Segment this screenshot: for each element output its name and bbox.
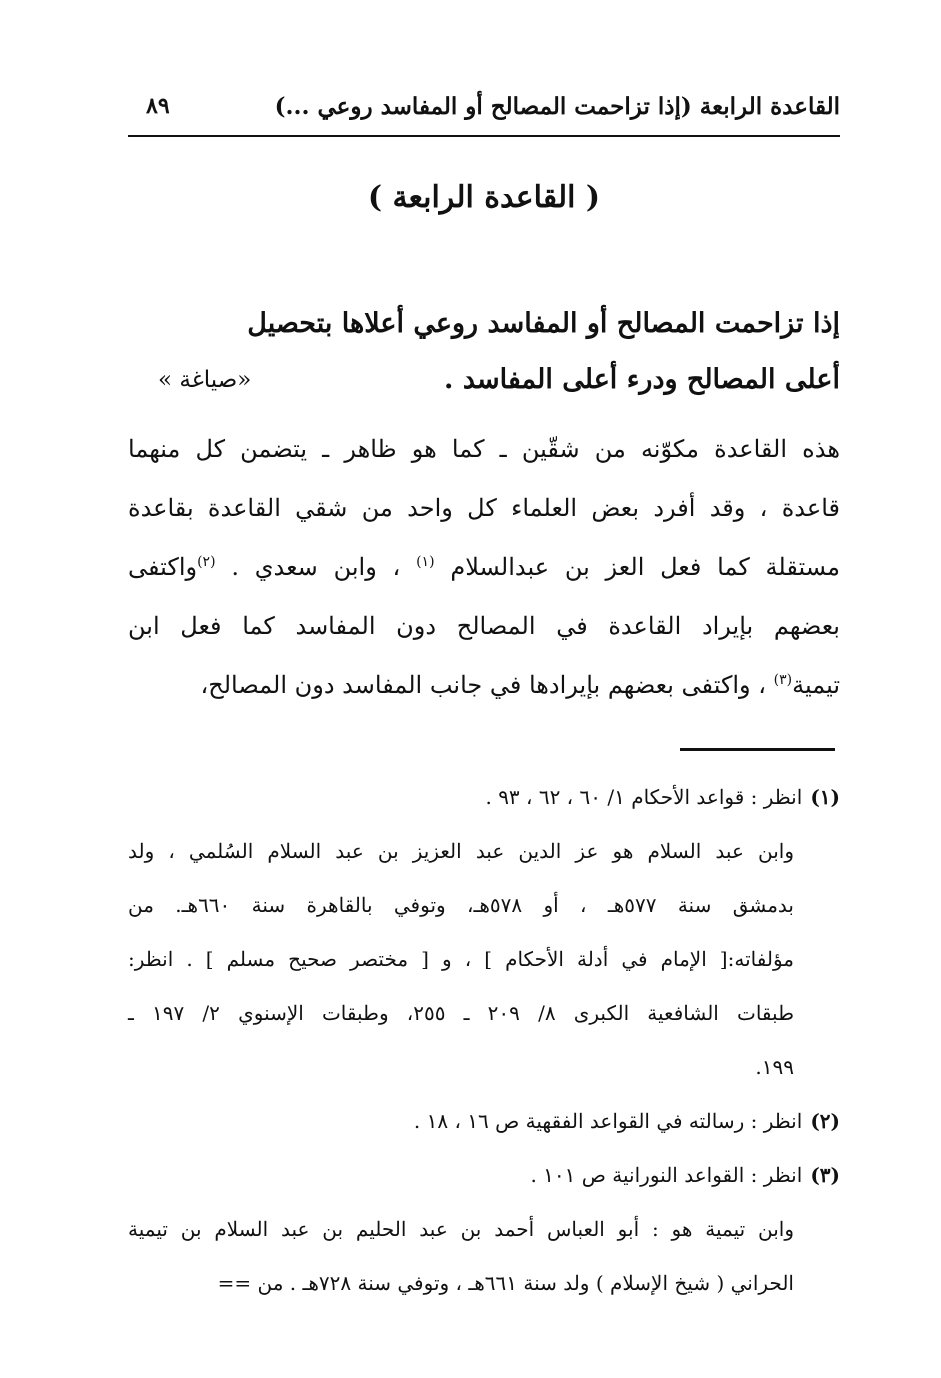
- footnote-citation: انظر : القواعد النورانية ص ١٠١ .: [530, 1163, 803, 1187]
- body-paragraph: [128, 420, 840, 715]
- footnote-line: طبقات الشافعية الكبرى ٨/ ٢٠٩ ـ ٢٥٥، وطبقات الإسنوي ٢/ ١٩٧ ـ: [128, 1001, 795, 1025]
- paragraph-text: ، وابن سعدي .: [215, 553, 417, 581]
- paragraph-line: قاعدة ، وقد أفرد بعض العلماء كل واحد من شقي القاعدة بقاعدة: [128, 494, 840, 522]
- footnote-number: (٢): [810, 1109, 840, 1133]
- footnote-line: الحراني ( شيخ الإسلام ) ولد سنة ٦٦١هـ ، وتوفي سنة ٧٢٨هـ . من ==: [217, 1271, 794, 1295]
- footnote-line: وابن عبد السلام هو عز الدين عبد العزيز بن عبد السلام السُلمي ، ولد: [128, 839, 794, 863]
- paragraph-text: مستقلة كما فعل العز بن عبدالسلام: [450, 553, 840, 581]
- rule-statement-line: إذا تزاحمت المصالح أو المفاسد روعي أعلاها بتحصيل: [247, 308, 840, 339]
- footnotes: [128, 770, 840, 1310]
- running-header-title: القاعدة الرابعة (إذا تزاحمت المصالح أو المفاسد روعي ...): [274, 92, 840, 120]
- rule-statement-text: أعلى المصالح ودرء أعلى المفاسد .: [444, 364, 840, 395]
- paragraph-text: واكتفى: [128, 553, 198, 581]
- footnote-line: بدمشق سنة ٥٧٧هـ ، أو ٥٧٨هـ، وتوفي بالقاهرة سنة ٦٦٠هـ. من: [128, 893, 794, 917]
- paragraph-line: [128, 656, 840, 715]
- paragraph-line: [128, 538, 840, 597]
- rule-statement: [128, 296, 840, 408]
- footnote-ref-1[interactable]: (١): [416, 554, 435, 570]
- footnote-separator: [680, 748, 835, 751]
- rule-statement-line: [128, 352, 840, 408]
- footnote-ref-2[interactable]: (٢): [197, 554, 216, 570]
- page-number: ٨٩: [146, 93, 170, 119]
- footnote-head: [128, 770, 840, 824]
- chapter-title: ( القاعدة الرابعة ): [367, 180, 601, 215]
- paragraph-line: بعضهم بإيراد القاعدة في المصالح دون المفاسد كما فعل ابن: [128, 612, 840, 640]
- footnote-ref-3[interactable]: (٣): [773, 672, 793, 688]
- header-divider: [128, 135, 840, 137]
- footnote-line: وابن تيمية هو : أبو العباس أحمد بن عبد الحليم بن عبد السلام بن تيمية: [128, 1217, 795, 1241]
- formulation-label: «صياغة »: [158, 367, 252, 393]
- running-header: [128, 84, 840, 128]
- footnote-3: [128, 1148, 840, 1310]
- paragraph-text: ، واكتفى بعضهم بإيرادها في جانب المفاسد دون المصالح،: [200, 671, 774, 699]
- paragraph-line: هذه القاعدة مكوّنه من شقّين ـ كما هو ظاهر ـ يتضمن كل منهما: [128, 435, 840, 463]
- footnote-2: [128, 1094, 840, 1148]
- footnote-body: [128, 1202, 840, 1310]
- footnote-1: [128, 770, 840, 1094]
- footnote-citation: انظر : رسالته في القواعد الفقهية ص ١٦ ، ١٨ .: [413, 1109, 803, 1133]
- footnote-head: [128, 1094, 840, 1148]
- footnote-head: [128, 1148, 840, 1202]
- paragraph-text: تيمية: [792, 671, 840, 699]
- footnote-body: [128, 824, 840, 1094]
- footnote-line: مؤلفاته:[ الإمام في أدلة الأحكام ] ، و [ مختصر صحيح مسلم ] . انظر:: [128, 947, 794, 971]
- footnote-line: ١٩٩.: [755, 1055, 794, 1079]
- footnote-citation: انظر : قواعد الأحكام ١/ ٦٠ ، ٦٢ ، ٩٣ .: [485, 785, 803, 809]
- footnote-number: (١): [810, 785, 840, 809]
- footnote-number: (٣): [810, 1163, 840, 1187]
